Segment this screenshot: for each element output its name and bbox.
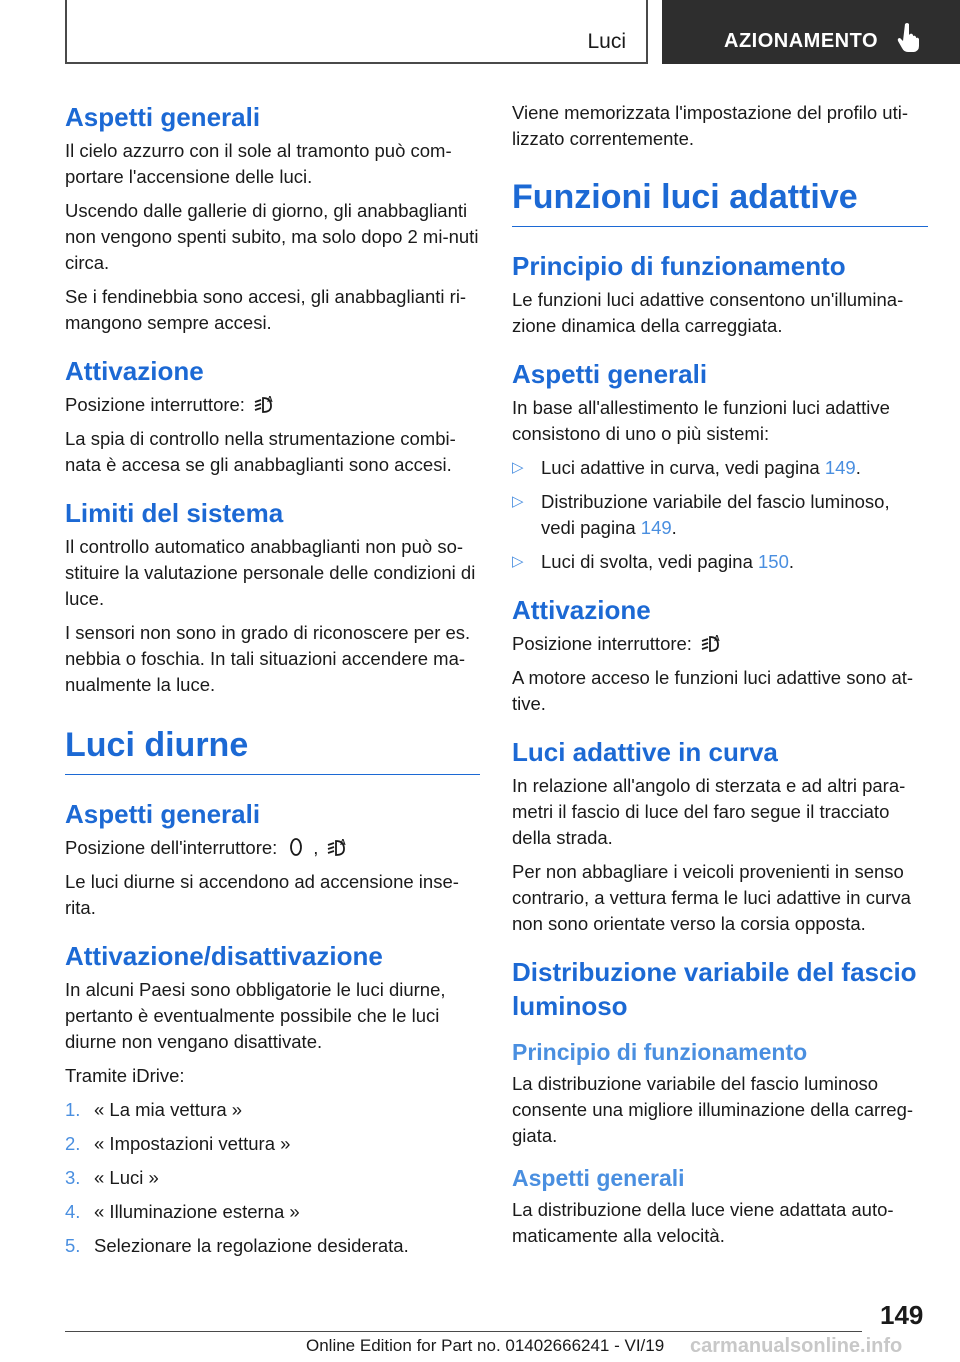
step-number: 3. bbox=[65, 1167, 81, 1188]
svg-text:A: A bbox=[713, 634, 720, 643]
paragraph-with-icon bbox=[65, 835, 480, 861]
section-heading: Attivazione bbox=[65, 356, 204, 386]
paragraph: Se i fendinebbia sono accesi, gli anabbaglianti ri-mangono sempre accesi. bbox=[65, 286, 467, 333]
list-text: Luci di svolta, vedi pagina bbox=[541, 551, 758, 572]
section-heading: Aspetti generali bbox=[512, 359, 708, 389]
paragraph: La distribuzione della luce viene adattata auto-maticamente alla velocità. bbox=[512, 1199, 894, 1246]
header-chapter-title: AZIONAMENTO bbox=[724, 30, 879, 52]
list-item bbox=[65, 1131, 480, 1157]
header-section-box bbox=[65, 0, 648, 64]
triangle-bullet-icon: ▷ bbox=[512, 553, 524, 570]
triangle-bullet-icon: ▷ bbox=[512, 493, 524, 510]
page-link[interactable]: 150 bbox=[758, 551, 789, 572]
section-heading: Luci adattive in curva bbox=[512, 737, 778, 767]
auto-headlight-icon bbox=[326, 836, 348, 858]
page-link[interactable]: 149 bbox=[824, 457, 856, 478]
paragraph-text: Posizione interruttore: bbox=[512, 633, 692, 654]
subsection-heading: Principio di funzionamento bbox=[512, 1039, 808, 1065]
watermark: carmanualsonline.info bbox=[690, 1335, 903, 1357]
section-heading: Principio di funzionamento bbox=[512, 251, 846, 281]
list-text: Luci adattive in curva, vedi pagina bbox=[541, 457, 825, 478]
section-heading: Attivazione bbox=[512, 595, 651, 625]
list-item bbox=[512, 489, 928, 541]
paragraph: A motore acceso le funzioni luci adattive sono at-tive. bbox=[512, 667, 914, 714]
step-number: 5. bbox=[65, 1235, 81, 1256]
list-item bbox=[512, 549, 928, 575]
auto-headlight-icon bbox=[253, 393, 275, 415]
paragraph: Uscendo dalle gallerie di giorno, gli anabbaglianti non vengono spenti subito, ma solo dopo 2 mi-nuti circa. bbox=[65, 200, 479, 273]
list-item bbox=[65, 1165, 480, 1191]
step-number: 2. bbox=[65, 1133, 81, 1154]
light-off-icon bbox=[285, 836, 307, 858]
list-end: . bbox=[671, 517, 677, 538]
svg-text:A: A bbox=[340, 838, 347, 847]
section-heading: Aspetti generali bbox=[65, 799, 261, 829]
steps-list bbox=[65, 1097, 480, 1259]
section-heading: Attivazione/disattivazione bbox=[65, 941, 383, 971]
section-heading: Limiti del sistema bbox=[65, 498, 284, 528]
list-end: . bbox=[788, 551, 795, 572]
step-text: Selezionare la regolazione desiderata. bbox=[94, 1235, 409, 1256]
auto-headlight-icon bbox=[700, 632, 722, 654]
right-column bbox=[512, 100, 928, 1257]
list-item bbox=[512, 455, 928, 481]
paragraph: Tramite iDrive: bbox=[65, 1065, 185, 1086]
paragraph: In alcuni Paesi sono obbligatorie le luci diurne, pertanto è eventualmente possibile che le luci diurne non vengano disattivate. bbox=[65, 979, 446, 1052]
paragraph: I sensori non sono in grado di riconoscere per es. nebbia o foschia. In tali situazioni accendere ma-nualmente la luce. bbox=[65, 622, 471, 695]
list-item bbox=[65, 1097, 480, 1123]
paragraph: La distribuzione variabile del fascio luminoso consente una migliore illuminazione della carreg-giata. bbox=[512, 1073, 914, 1146]
step-text: « Luci » bbox=[94, 1167, 159, 1188]
chapter-heading: Funzioni luci adattive bbox=[512, 174, 928, 227]
left-column bbox=[65, 100, 480, 1267]
paragraph: In base all'allestimento le funzioni luci adattive consistono di uno o più sistemi: bbox=[512, 397, 890, 444]
paragraph: Le luci diurne si accendono ad accensione inse-rita. bbox=[65, 871, 459, 918]
paragraph-text: Posizione interruttore: bbox=[65, 394, 245, 415]
header-chapter-tab bbox=[662, 0, 960, 64]
paragraph: Il controllo automatico anabbaglianti non può so-stituire la valutazione personale delle condizioni di luce. bbox=[65, 536, 476, 609]
step-text: « Impostazioni vettura » bbox=[94, 1133, 291, 1154]
footer-edition: Online Edition for Part no. 01402666241 - VI/19 bbox=[306, 1336, 665, 1355]
paragraph-with-icon bbox=[65, 392, 480, 418]
step-number: 1. bbox=[65, 1099, 81, 1120]
paragraph: Viene memorizzata l'impostazione del profilo uti-lizzato correntemente. bbox=[512, 102, 908, 149]
chapter-heading: Luci diurne bbox=[65, 722, 480, 775]
paragraph-with-icon bbox=[512, 631, 928, 657]
section-heading: Distribuzione variabile del fascio luminoso bbox=[512, 957, 917, 1021]
footer-divider bbox=[65, 1331, 862, 1332]
section-heading: Aspetti generali bbox=[65, 102, 261, 132]
paragraph: Il cielo azzurro con il sole al tramonto può com-portare l'accensione delle luci. bbox=[65, 140, 452, 187]
paragraph: Per non abbagliare i veicoli provenienti in senso contrario, a vettura ferma le luci adattive in curva non sono orientate verso la corsia opposta. bbox=[512, 861, 911, 934]
step-text: « La mia vettura » bbox=[94, 1099, 243, 1120]
triangle-bullet-icon: ▷ bbox=[512, 459, 524, 476]
hand-pointer-icon bbox=[896, 22, 924, 52]
icon-separator: , bbox=[313, 837, 319, 858]
header-section-title: Luci bbox=[587, 30, 626, 53]
page-link[interactable]: 149 bbox=[640, 517, 672, 538]
list-item bbox=[65, 1233, 480, 1259]
list-end: . bbox=[855, 457, 861, 478]
step-text: « Illuminazione esterna » bbox=[94, 1201, 300, 1222]
systems-list bbox=[512, 455, 928, 575]
page-number: 149 bbox=[880, 1300, 924, 1330]
svg-text:A: A bbox=[266, 395, 273, 404]
subsection-heading: Aspetti generali bbox=[512, 1165, 685, 1191]
paragraph: Le funzioni luci adattive consentono un'illumina-zione dinamica della carreggiata. bbox=[512, 289, 904, 336]
step-number: 4. bbox=[65, 1201, 81, 1222]
list-text: Distribuzione variabile del fascio luminoso, vedi pagina bbox=[541, 491, 890, 538]
list-item bbox=[65, 1199, 480, 1225]
paragraph: In relazione all'angolo di sterzata e ad altri para-metri il fascio di luce del faro segue il tracciato della strada. bbox=[512, 775, 906, 848]
paragraph: La spia di controllo nella strumentazione combi-nata è accesa se gli anabbaglianti sono accesi. bbox=[65, 428, 456, 475]
paragraph-text: Posizione dell'interruttore: bbox=[65, 837, 278, 858]
